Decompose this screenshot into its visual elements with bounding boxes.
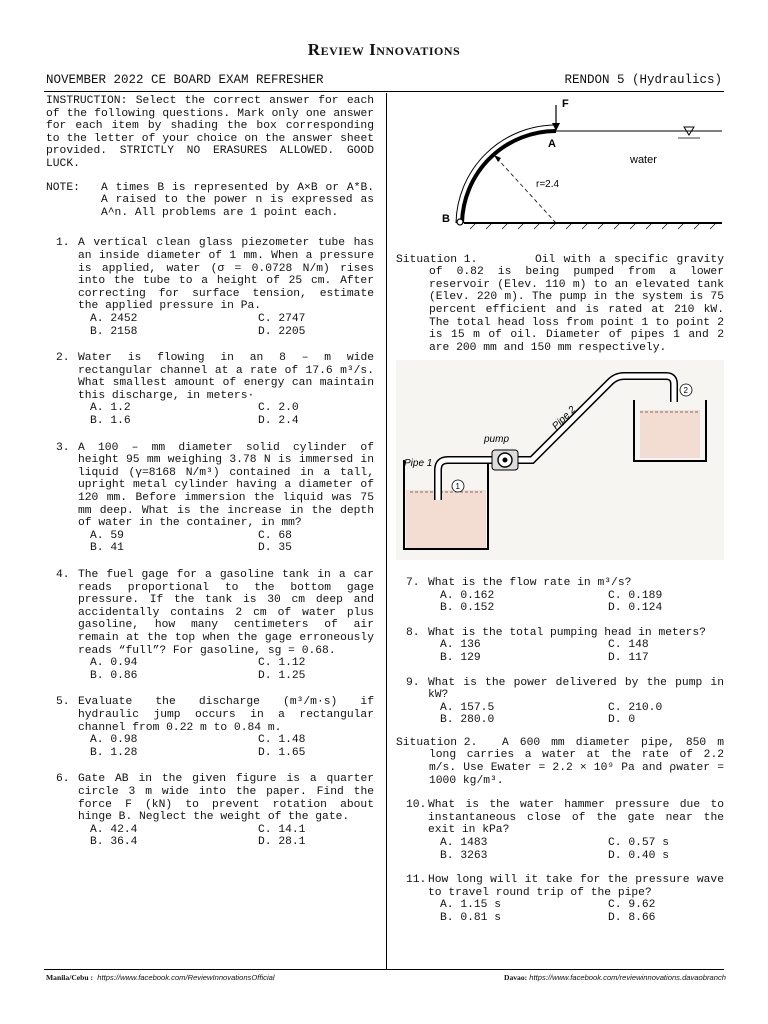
footer-left-link[interactable]: https://www.facebook.com/ReviewInnovationsOfficial bbox=[97, 973, 275, 982]
instruction-text: INSTRUCTION: Select the correct answer for each of the following questions. Mark only one answer for each item by shading the box corresponding to the letter of your choice on the answer sheet provided. STRICTLY NO ERASURES ALLOWED. GOOD LUCK. bbox=[46, 95, 381, 170]
option-c: C. 210.0 bbox=[608, 701, 663, 714]
exam-title: NOVEMBER 2022 CE BOARD EXAM REFRESHER bbox=[46, 73, 324, 87]
option-b: B. 0.152 bbox=[440, 602, 495, 615]
right-column bbox=[396, 95, 724, 925]
footer-left bbox=[46, 973, 275, 982]
question-list-left bbox=[46, 237, 374, 849]
option-d: D. 117 bbox=[608, 651, 649, 664]
question-number: 9. bbox=[406, 676, 420, 689]
left-column bbox=[46, 95, 381, 849]
option-d: D. 8.66 bbox=[608, 912, 656, 924]
option-d: D. 1.65 bbox=[258, 746, 306, 759]
question-number: 4. bbox=[56, 569, 70, 581]
question-text: Water is flowing in an 8 – m wide rectangular channel at a rate of 17.6 m³/s. What smallest amount of energy can maintain this discharge, in meters· bbox=[78, 352, 374, 402]
question-item bbox=[56, 237, 374, 338]
question-text: How long will it take for the pressure wave to travel round trip of the pipe? bbox=[428, 874, 724, 899]
option-a: A. 0.162 bbox=[440, 589, 495, 602]
option-d: D. 2205 bbox=[258, 325, 306, 338]
situation-1-label: Situation 1. bbox=[396, 253, 478, 266]
header-rule bbox=[44, 91, 724, 92]
question-item bbox=[56, 352, 374, 428]
situation-1-text: Oil with a specific gravity of 0.82 is being pumped from a lower reservoir (Elev. 110 m) to an elevated tank (Elev. 220 m). The pump in the system is 75 percent efficient and is rated at 210 kW. The total head loss from point 1 to point 2 is 15 m of oil. Diameter of pipes 1 and 2 are 200 mm and 150 mm respectively. bbox=[429, 253, 724, 354]
option-c: C. 1.48 bbox=[258, 734, 306, 747]
pump-figure bbox=[396, 360, 724, 560]
option-b: B. 1.28 bbox=[90, 746, 138, 759]
option-b: B. 2158 bbox=[90, 325, 138, 338]
option-d: D. 2.4 bbox=[258, 415, 299, 428]
option-a: A. 59 bbox=[90, 529, 124, 542]
option-c: C. 0.57 s bbox=[608, 837, 670, 850]
question-text: What is the power delivered by the pump in kW? bbox=[428, 676, 724, 702]
situation-2-label: Situation 2. bbox=[396, 736, 478, 749]
answer-options bbox=[90, 657, 374, 682]
question-item bbox=[56, 442, 374, 555]
option-b: B. 41 bbox=[90, 542, 124, 555]
label-B: B bbox=[442, 213, 450, 225]
question-number: 1. bbox=[56, 237, 70, 250]
question-item bbox=[406, 799, 724, 862]
label-A: A bbox=[548, 138, 556, 150]
pump-label: pump bbox=[484, 434, 510, 446]
option-b: B. 3263 bbox=[440, 849, 488, 862]
footer-right-link[interactable]: https://www.facebook.com/reviewinnovations.davaobranch bbox=[529, 973, 726, 982]
option-a: A. 136 bbox=[440, 639, 481, 652]
question-item bbox=[406, 627, 724, 665]
question-number: 3. bbox=[56, 441, 70, 454]
option-d: D. 0 bbox=[608, 714, 636, 727]
footer-left-label: Manila/Cebu : bbox=[46, 973, 94, 982]
point-2-label: 2 bbox=[683, 386, 688, 396]
option-c: C. 2.0 bbox=[258, 402, 299, 415]
option-c: C. 9.62 bbox=[608, 899, 656, 912]
option-a: A. 2452 bbox=[90, 312, 138, 325]
question-number: 7. bbox=[406, 576, 420, 589]
situation-2-text: A 600 mm diameter pipe, 850 m long carries a water at the rate of 2.2 m/s. Use Ewater = 2.2 × 10⁹ Pa and ρwater = 1000 kg/m³. bbox=[429, 736, 724, 787]
question-text: A 100 – mm diameter solid cylinder of height 95 mm weighing 3.78 N is immersed in liquid (γ=8168 N/m³) contained in a tall, upright metal cylinder having a diameter of 120 mm. Before immersion the liquid was 75 mm deep. What is the increase in the depth of water in the container, in mm? bbox=[78, 441, 374, 530]
question-number: 6. bbox=[56, 773, 70, 786]
option-d: D. 28.1 bbox=[258, 836, 306, 849]
point-1-label: 1 bbox=[455, 482, 460, 492]
question-number: 8. bbox=[406, 626, 420, 639]
option-d: D. 0.124 bbox=[608, 602, 663, 615]
question-text: Gate AB in the given figure is a quarter circle 3 m wide into the paper. Find the force F (kN) to prevent rotation about hinge B. Neglect the weight of the gate. bbox=[78, 773, 374, 824]
answer-options bbox=[440, 702, 724, 727]
footer-rule bbox=[44, 969, 724, 970]
answer-options bbox=[440, 899, 724, 924]
option-a: A. 0.98 bbox=[90, 734, 138, 747]
note-text: A times B is represented by A×B or A*B. A raised to the power n is expressed as A^n. All problems are 1 point each. bbox=[101, 181, 374, 219]
option-b: B. 0.81 s bbox=[440, 912, 502, 924]
answer-options bbox=[90, 824, 374, 849]
answer-options bbox=[90, 313, 374, 338]
option-b: B. 0.86 bbox=[90, 669, 138, 682]
question-number: 10. bbox=[406, 799, 427, 812]
question-number: 11. bbox=[406, 874, 427, 887]
option-a: A. 1.2 bbox=[90, 402, 131, 415]
option-c: C. 14.1 bbox=[258, 823, 306, 836]
option-b: B. 1.6 bbox=[90, 415, 131, 428]
question-text: The fuel gage for a gasoline tank in a car reads proportional to the bottom gage pressure. If the tank is 30 cm deep and accidentally contains 2 cm of water plus gasoline, how many centimeters of air remain at the top when the gage erroneously reads “full”? For gasoline, sg = 0.68. bbox=[78, 569, 374, 657]
option-c: C. 0.189 bbox=[608, 589, 663, 602]
option-c: C. 68 bbox=[258, 529, 292, 542]
option-a: A. 157.5 bbox=[440, 701, 495, 714]
question-item bbox=[406, 677, 724, 727]
footer-right-label: Davao: bbox=[503, 973, 528, 982]
pipe-2-label: Pipe 2 bbox=[550, 404, 579, 433]
option-c: C. 2747 bbox=[258, 312, 306, 325]
option-b: B. 280.0 bbox=[440, 714, 495, 727]
label-radius: r=2.4 bbox=[536, 179, 560, 190]
question-item bbox=[406, 577, 724, 615]
question-list-right-1 bbox=[396, 577, 724, 727]
option-d: D. 35 bbox=[258, 542, 292, 555]
question-item bbox=[56, 569, 374, 682]
answer-options bbox=[440, 590, 724, 615]
pipe-1-label: Pipe 1 bbox=[404, 458, 433, 470]
page-title: Review Innovations bbox=[307, 40, 461, 59]
option-b: B. 36.4 bbox=[90, 836, 138, 849]
option-a: A. 0.94 bbox=[90, 657, 138, 670]
answer-options bbox=[90, 530, 374, 555]
option-a: A. 1483 bbox=[440, 837, 488, 850]
situation-2 bbox=[396, 737, 724, 787]
label-F: F bbox=[562, 98, 569, 110]
option-a: A. 42.4 bbox=[90, 823, 138, 836]
answer-options bbox=[440, 837, 724, 862]
answer-options bbox=[90, 734, 374, 759]
answer-options bbox=[90, 402, 374, 427]
option-c: C. 148 bbox=[608, 639, 649, 652]
question-number: 2. bbox=[56, 352, 70, 365]
label-water: water bbox=[630, 154, 657, 166]
question-text: What is the total pumping head in meters? bbox=[428, 626, 706, 639]
answer-options bbox=[440, 639, 724, 664]
footer-right bbox=[504, 973, 726, 982]
note-label: NOTE: bbox=[46, 181, 80, 194]
note bbox=[46, 182, 374, 220]
option-b: B. 129 bbox=[440, 651, 481, 664]
question-number: 5. bbox=[56, 696, 70, 709]
subject-title: RENDON 5 (Hydraulics) bbox=[564, 73, 722, 87]
question-text: What is the flow rate in m³/s? bbox=[428, 576, 632, 589]
option-c: C. 1.12 bbox=[258, 657, 306, 670]
question-text: What is the water hammer pressure due to instantaneous close of the gate near the exit in kPa? bbox=[428, 799, 724, 837]
question-item bbox=[56, 696, 374, 759]
question-item bbox=[56, 773, 374, 849]
gate-figure bbox=[396, 95, 724, 235]
option-a: A. 1.15 s bbox=[440, 899, 502, 912]
question-item bbox=[406, 874, 724, 924]
question-list-right-2 bbox=[396, 799, 724, 924]
option-d: D. 0.40 s bbox=[608, 849, 670, 862]
option-d: D. 1.25 bbox=[258, 669, 306, 682]
question-text: Evaluate the discharge (m³/m·s) if hydraulic jump occurs in a rectangular channel from 0.22 m to 0.84 m. bbox=[78, 696, 374, 734]
question-text: A vertical clean glass piezometer tube has an inside diameter of 1 mm. When a pressure is applied, water (σ = 0.0728 N/m) rises into the tube to a height of 25 cm. After correcting for surface tension, estimate the applied pressure in Pa. bbox=[78, 237, 374, 313]
